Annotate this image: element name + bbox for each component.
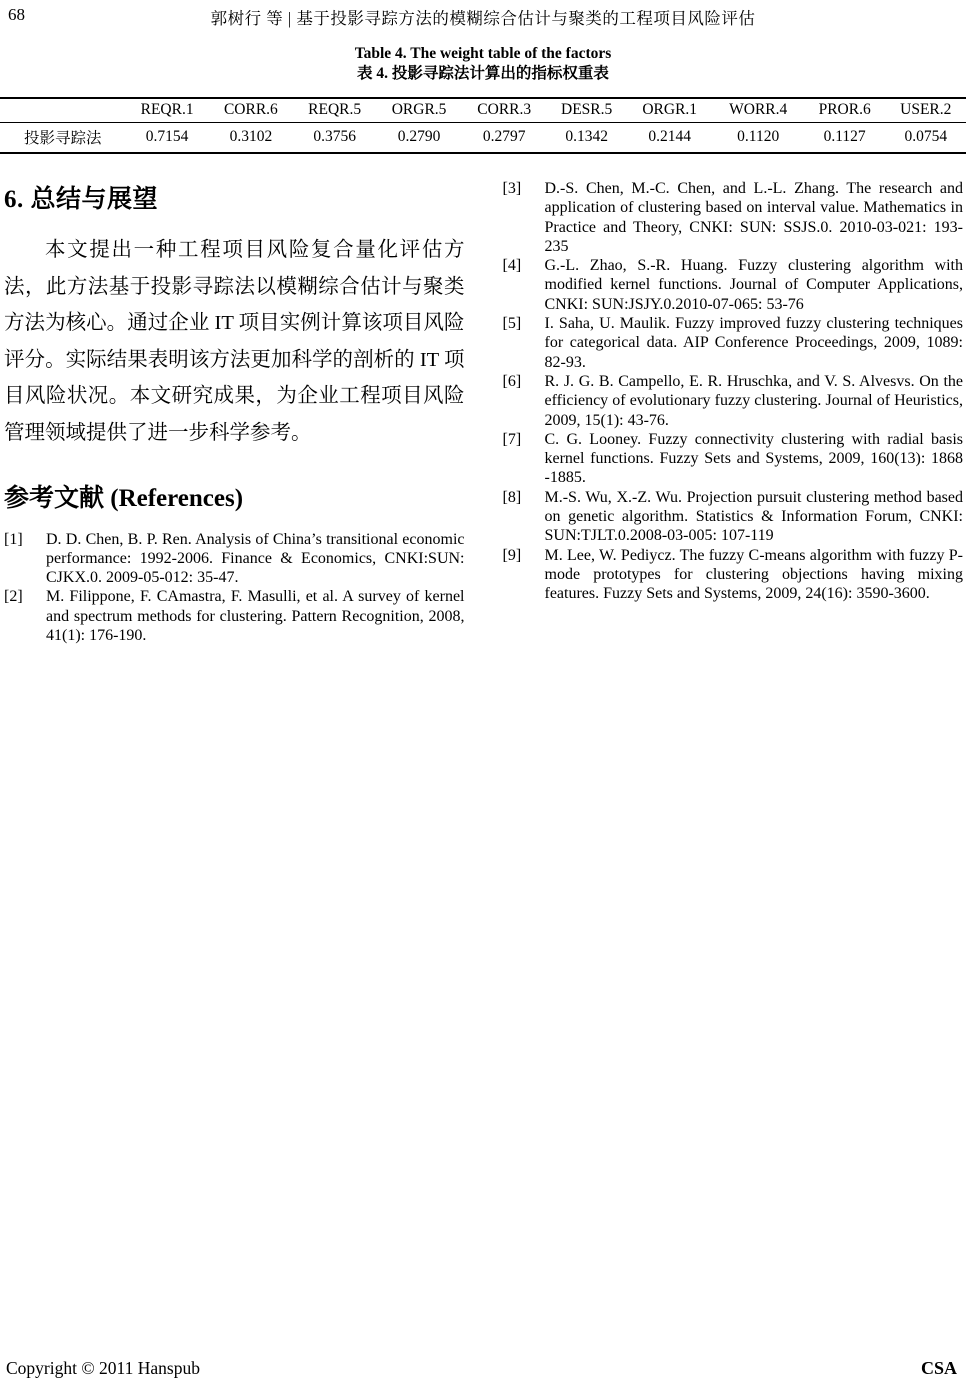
table-data-row	[0, 123, 966, 154]
publisher-mark: CSA	[920, 1358, 957, 1378]
table-header-row	[0, 98, 966, 123]
reference-item	[503, 314, 964, 372]
reference-text: G.-L. Zhao, S.-R. Huang. Fuzzy clustering algorithm with modified kernel functions. Journal of Computer Applications, CNKI: SUN:JSJY.0.2010-07-065: 53-76	[544, 257, 963, 313]
table-value-cell: 0.1342	[565, 128, 608, 145]
table-value-cell: 0.2144	[648, 128, 692, 145]
table-value-cell: 0.3102	[229, 128, 273, 145]
reference-item	[503, 546, 964, 604]
page-footer	[6, 1358, 957, 1379]
reference-text: M. Lee, W. Pediycz. The fuzzy C-means algorithm with fuzzy P-mode prototypes for clustering objections having mixing features. Fuzzy Sets and Systems, 2009, 24(16): 3590-3600.	[544, 546, 963, 603]
references-heading: 参考文献 (References)	[4, 484, 244, 512]
reference-item	[4, 587, 465, 645]
table-caption-zh: 表 4. 投影寻踪法计算出的指标权重表	[357, 65, 609, 82]
table-value-cell: 0.2790	[397, 128, 441, 145]
weights-table-header	[0, 98, 966, 123]
running-title: 郭树行 等 | 基于投影寻踪方法的模糊综合估计与聚类的工程项目风险评估	[210, 9, 756, 28]
reference-item	[503, 256, 964, 314]
page-number: 68	[8, 5, 25, 24]
reference-text: M. Filippone, F. CAmastra, F. Masulli, et al. A survey of kernel and spectrum methods for clustering. Pattern Recognition, 2008, 41(1): 176-190.	[46, 588, 465, 645]
reference-text: D.-S. Chen, M.-C. Chen, and L.-L. Zhang. The research and application of clustering based on interval value. Mathematics in Practice and Theory, CNKI: SUN: SSJS.0. 2010-03-021: 193-235	[544, 180, 963, 255]
reference-number: [4]	[502, 257, 522, 275]
table-row-label: 投影寻踪法	[24, 130, 102, 147]
table-col-header: PROR.6	[804, 98, 886, 123]
table-caption	[0, 44, 966, 84]
reference-list-right	[503, 179, 964, 604]
section-heading: 6. 总结与展望	[4, 186, 159, 213]
table-col-header: DESR.5	[546, 98, 626, 123]
reference-text: M.-S. Wu, X.-Z. Wu. Projection pursuit clustering method based on genetic algorithm. Statistics & Information Forum, CNKI: SUN:TJLT.0.2008-03-005: 107-119	[544, 488, 963, 545]
weights-table	[0, 97, 966, 154]
table-col-header: REQR.1	[126, 98, 209, 123]
reference-text: I. Saha, U. Maulik. Fuzzy improved fuzzy clustering techniques for categorical data. AIP Conference Proceedings, 2009, 1089: 82-93.	[544, 315, 963, 371]
copyright-text: Copyright © 2011 Hanspub	[6, 1358, 200, 1378]
table-col-header: REQR.5	[293, 98, 376, 123]
table-col-header: WORR.4	[713, 98, 804, 123]
table-value-cell: 0.3756	[313, 128, 356, 145]
reference-number: [1]	[4, 530, 23, 548]
reference-number: [8]	[502, 488, 522, 506]
reference-number: [5]	[502, 315, 522, 333]
table-caption-en: Table 4. The weight table of the factors	[354, 45, 612, 62]
reference-list-left	[4, 530, 465, 646]
body-columns	[0, 179, 966, 645]
table-value-cell: 0.7154	[145, 128, 189, 145]
table-value-cell: 0.2797	[482, 128, 526, 145]
reference-item	[503, 372, 964, 430]
left-column	[4, 179, 465, 645]
table-col-header: CORR.6	[209, 98, 293, 123]
reference-text: R. J. G. B. Campello, E. R. Hruschka, and V. S. Alvesvs. On the efficiency of evolutionary fuzzy clustering. Journal of Heuristics, 2009, 15(1): 43-76.	[544, 372, 963, 429]
reference-item	[503, 430, 964, 488]
table-value-cell: 0.1120	[737, 128, 780, 145]
table-col-header: ORGR.5	[376, 98, 462, 123]
page-header	[0, 0, 966, 29]
table-col-header: CORR.3	[462, 98, 546, 123]
section-paragraph: 本文提出一种工程项目风险复合量化评估方法，此方法基于投影寻踪法以模糊综合估计与聚类方法为核心。通过企业 IT 项目实例计算该项目风险评分。实际结果表明该方法更加科学的剖析的 IT 项目风险状况。本文研究成果，为企业工程项目风险管理领域提供了进一步科学参考。	[4, 239, 465, 444]
table-col-header: ORGR.1	[627, 98, 713, 123]
table-value-cell: 0.0754	[904, 128, 948, 145]
table-value-cell: 0.1127	[823, 128, 866, 145]
reference-item	[503, 179, 964, 256]
reference-number: [9]	[502, 546, 522, 564]
reference-text: D. D. Chen, B. P. Ren. Analysis of China’s transitional economic performance: 1992-2006. Finance & Economics, CNKI:SUN: CJKX.0. 2009-05-012: 35-47.	[46, 530, 465, 587]
table-col-header: USER.2	[886, 98, 966, 123]
reference-number: [6]	[502, 372, 522, 390]
reference-item	[503, 488, 964, 546]
reference-number: [7]	[502, 430, 522, 448]
reference-number: [2]	[4, 588, 23, 606]
reference-item	[4, 530, 465, 588]
table-corner-cell	[0, 98, 126, 123]
right-column	[503, 179, 964, 645]
reference-text: C. G. Looney. Fuzzy connectivity clustering with radial basis kernel functions. Fuzzy Sets and Systems, 2009, 160(13): 1868 -1885.	[544, 430, 963, 487]
reference-number: [3]	[502, 180, 522, 197]
